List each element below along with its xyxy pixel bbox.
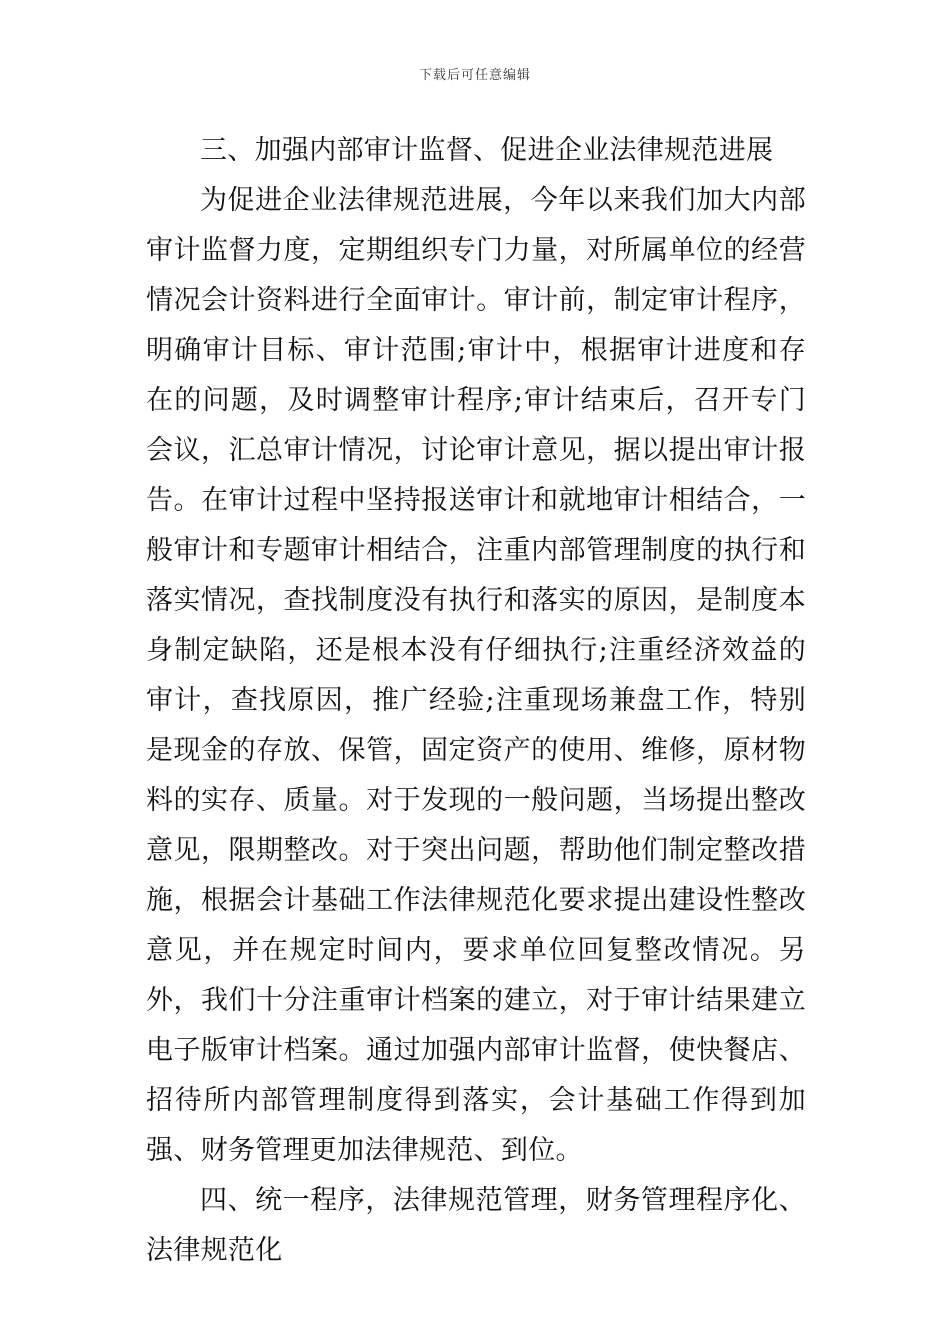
- page-header-note: 下载后可任意编辑: [418, 68, 531, 83]
- section-heading-3: 三、加强内部审计监督、促进企业法律规范进展: [200, 135, 774, 166]
- document-body: [146, 126, 806, 1276]
- section-heading-4: 四、统一程序，法律规范管理，财务管理程序化、法律规范化: [146, 1185, 806, 1266]
- body-paragraph: 为促进企业法律规范进展，今年以来我们加大内部审计监督力度，定期组织专门力量，对所属单位的经营情况会计资料进行全面审计。审计前，制定审计程序，明确审计目标、审计范围;审计中，根据审计进度和存在的问题，及时调整审计程序;审计结束后，召开专门会议，汇总审计情况，讨论审计意见，据以提出审计报告。在审计过程中坚持报送审计和就地审计相结合，一般审计和专题审计相结合，注重内部管理制度的执行和落实情况，查找制度没有执行和落实的原因，是制度本身制定缺陷，还是根本没有仔细执行;注重经济效益的审计，查找原因，推广经验;注重现场兼盘工作，特别是现金的存放、保管，固定资产的使用、维修，原材物料的实存、质量。对于发现的一般问题，当场提出整改意见，限期整改。对于突出问题，帮助他们制定整改措施，根据会计基础工作法律规范化要求提出建设性整改意见，并在规定时间内，要求单位回复整改情况。另外，我们十分注重审计档案的建立，对于审计结果建立电子版审计档案。通过加强内部审计监督，使快餐店、招待所内部管理制度得到落实，会计基础工作得到加强、财务管理更加法律规范、到位。: [146, 185, 806, 1166]
